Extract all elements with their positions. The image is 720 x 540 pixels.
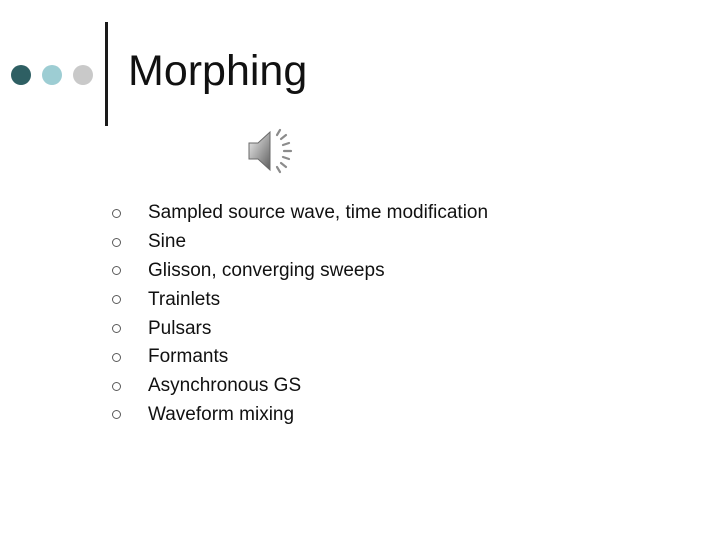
bullet-text: Sine: [148, 231, 187, 253]
title-divider: [105, 22, 108, 126]
bullet-item: [112, 372, 488, 401]
decor-dot-gray: [73, 65, 93, 85]
bullet-item: [112, 314, 488, 343]
bullet-text: Glisson, converging sweeps: [148, 259, 385, 281]
bullet-item: [112, 343, 488, 372]
bullet-text: Formants: [148, 346, 229, 368]
bullet-circle-icon: [112, 238, 121, 247]
bullet-item: [112, 228, 488, 257]
bullet-circle-icon: [112, 353, 121, 362]
bullet-text: Trainlets: [148, 288, 221, 310]
decor-dot-light: [42, 65, 62, 85]
decor-dot-dark: [11, 65, 31, 85]
bullet-item: [112, 401, 488, 430]
bullet-circle-icon: [112, 295, 121, 304]
speaker-icon[interactable]: [246, 126, 298, 176]
bullet-item: [112, 199, 488, 228]
bullet-circle-icon: [112, 324, 121, 333]
bullet-text: Waveform mixing: [148, 403, 295, 425]
bullet-item: [112, 285, 488, 314]
bullet-circle-icon: [112, 266, 121, 275]
bullet-item: [112, 257, 488, 286]
bullet-circle-icon: [112, 410, 121, 419]
bullet-text: Asynchronous GS: [148, 375, 302, 397]
bullet-list: [112, 199, 488, 429]
bullet-text: Pulsars: [148, 317, 212, 339]
bullet-circle-icon: [112, 382, 121, 391]
slide-title: Morphing: [128, 47, 308, 95]
bullet-circle-icon: [112, 209, 121, 218]
bullet-text: Sampled source wave, time modification: [148, 202, 489, 224]
